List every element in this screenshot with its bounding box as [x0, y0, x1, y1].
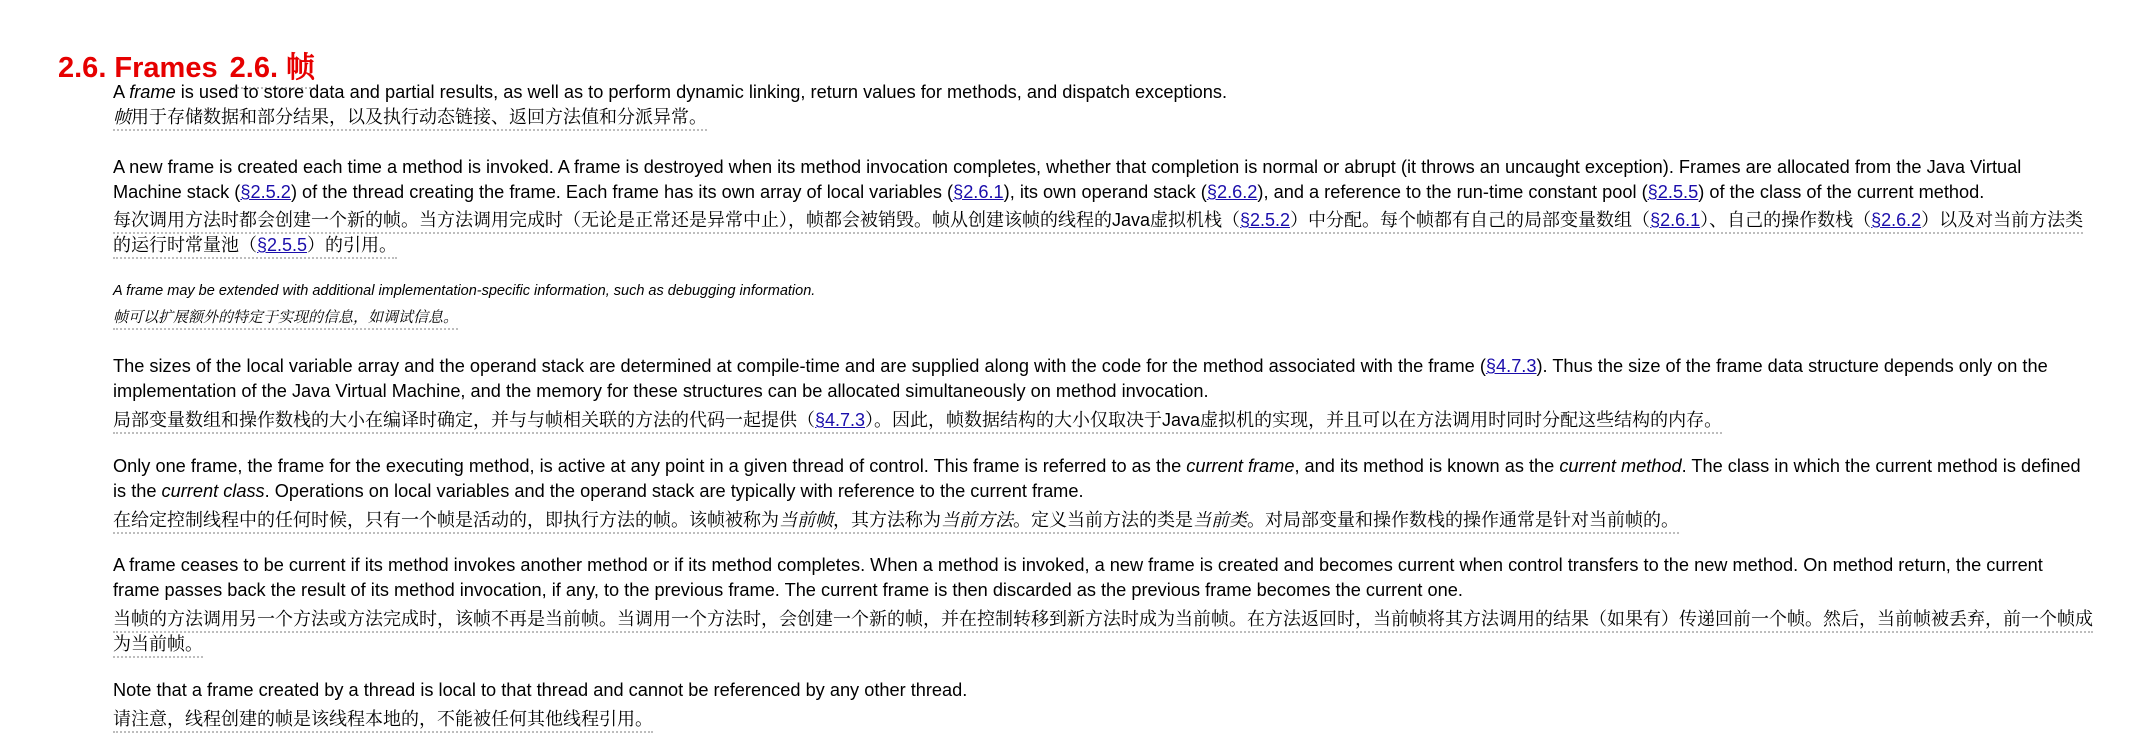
link-2-6-1[interactable]: §2.6.1: [953, 182, 1004, 202]
paragraph-en: [113, 454, 2093, 504]
text: 。定义当前方法的类是: [1013, 510, 1193, 530]
emphasis-term: current frame: [1186, 456, 1295, 476]
text: . The class in which the current method is defined is the: [113, 456, 2081, 501]
text: Only one frame, the frame for the executing method, is active at any point in a given thread of control. This frame is referred to as the: [113, 456, 1187, 476]
paragraph-thread-local: [113, 678, 967, 732]
text: ）。因此，帧数据结构的大小仅取决于Java虚拟机的实现，并且可以在方法调用时同时分配这些结构的内存。: [865, 410, 1723, 430]
text: 用于存储数据和部分结果，以及执行动态链接、返回方法值和分派异常。: [131, 107, 707, 127]
emphasis-term: 当前类: [1193, 510, 1247, 530]
text: A new frame is created each time a method is invoked. A frame is destroyed when its method invocation completes, whether that completion is normal or abrupt (it throws an uncaught exception). Frames are allocated from the Java Virtual Machine stack (: [113, 157, 2022, 202]
text: ), its own operand stack (: [1003, 182, 1207, 202]
emphasis-term: frame: [129, 82, 176, 102]
text: 局部变量数组和操作数栈的大小在编译时确定，并与与帧相关联的方法的代码一起提供（: [113, 410, 815, 430]
link-2-5-5[interactable]: §2.5.5: [1647, 182, 1699, 202]
section-heading-zh: 2.6. 帧: [230, 52, 315, 89]
emphasis-term: 当前帧: [779, 510, 833, 530]
text: , and its method is known as the: [1294, 456, 1560, 476]
link-2-6-2[interactable]: §2.6.2: [1206, 182, 1258, 202]
link-2-5-2[interactable]: §2.5.2: [240, 182, 291, 202]
paragraph-frame-sizes: [113, 354, 2093, 433]
text: 每次调用方法时都会创建一个新的帧。当方法调用完成时（无论是正常还是异常中止），帧都会被销毁。帧从创建该帧的线程的Java虚拟机栈（: [113, 210, 1241, 230]
text: ）、自己的操作数栈（: [1700, 210, 1872, 230]
paragraph-zh: [113, 208, 2093, 258]
paragraph-frame-ceases: [113, 553, 2093, 657]
text: ). Thus the size of the frame data structure depends only on the implementation of the Java Virtual Machine, and the memory for these structures can be allocated simultaneously on method invocation.: [113, 356, 2048, 401]
text: ), and a reference to the run-time constant pool (: [1257, 182, 1648, 202]
text: 当帧的方法调用另一个方法或方法完成时，该帧不再是当前帧。当调用一个方法时，会创建一个新的帧，并在控制转移到新方法时成为当前帧。在方法返回时，当前帧将其方法调用的结果（如果有）传递回前一个帧。然后，当前帧被丢弃，前一个帧成为当前帧。: [113, 609, 2093, 658]
paragraph-zh: [113, 105, 1227, 130]
paragraph-zh: [113, 307, 815, 328]
text: 在给定控制线程中的任何时候，只有一个帧是活动的，即执行方法的帧。该帧被称为: [113, 510, 779, 530]
text: ) of the thread creating the frame. Each frame has its own array of local variables (: [290, 182, 954, 202]
link-4-7-3[interactable]: §4.7.3: [815, 410, 866, 430]
paragraph-frame-definition: [113, 80, 1227, 130]
text: The sizes of the local variable array and the operand stack are determined at compile-time and are supplied along with the code for the method associated with the frame (: [113, 356, 1486, 376]
paragraph-frame-lifecycle: [113, 155, 2093, 258]
emphasis-term: current class: [161, 481, 265, 501]
paragraph-en: [113, 80, 1227, 105]
text: is used to store data and partial results, as well as to perform dynamic linking, return values for methods, and dispatch exceptions.: [175, 82, 1228, 102]
text: ）的引用。: [307, 235, 398, 255]
text: 帧可以扩展额外的特定于实现的信息，如调试信息。: [113, 309, 458, 330]
paragraph-en: [113, 354, 2093, 404]
emphasis-term: current method: [1559, 456, 1682, 476]
link-2-6-2[interactable]: §2.6.2: [1871, 210, 1922, 230]
link-2-6-1[interactable]: §2.6.1: [1650, 210, 1701, 230]
paragraph-implementation-note: [113, 281, 815, 328]
text: ）中分配。每个帧都有自己的局部变量数组（: [1290, 210, 1651, 230]
paragraph-zh: [113, 508, 2093, 533]
emphasis-term: 当前方法: [941, 510, 1013, 530]
text: A: [113, 82, 130, 102]
paragraph-zh: [113, 607, 2093, 657]
text: 请注意，线程创建的帧是该线程本地的，不能被任何其他线程引用。: [113, 709, 653, 733]
paragraph-en: A frame may be extended with additional implementation-specific information, such as debugging information.: [113, 283, 816, 299]
paragraph-en: Note that a frame created by a thread is local to that thread and cannot be referenced by any other thread.: [113, 680, 968, 700]
paragraph-current-frame: [113, 454, 2093, 533]
text: ) of the class of the current method.: [1698, 182, 1985, 202]
text: 。对局部变量和操作数栈的操作通常是针对当前帧的。: [1247, 510, 1679, 530]
text: ）以及对当前方法类的运行时常量池（: [113, 210, 2084, 255]
text: ，其方法称为: [833, 510, 941, 530]
emphasis-term: 帧: [113, 107, 131, 127]
paragraph-zh: [113, 408, 2093, 433]
paragraph-en: [113, 155, 2093, 205]
link-4-7-3[interactable]: §4.7.3: [1485, 356, 1537, 376]
paragraph-en: A frame ceases to be current if its method invokes another method or if its method completes. When a method is invoked, a new frame is created and becomes current when control transfers to the new method. On method return, the current frame passes back the result of its method invocation, if any, to the previous frame. The current frame is then discarded as the previous frame becomes the current one.: [113, 555, 2043, 600]
text: . Operations on local variables and the operand stack are typically with reference to the current frame.: [264, 481, 1084, 501]
link-2-5-2[interactable]: §2.5.2: [1240, 210, 1291, 230]
paragraph-zh: [113, 707, 967, 732]
link-2-5-5[interactable]: §2.5.5: [257, 235, 308, 255]
section-heading-en: 2.6. Frames: [58, 52, 218, 85]
